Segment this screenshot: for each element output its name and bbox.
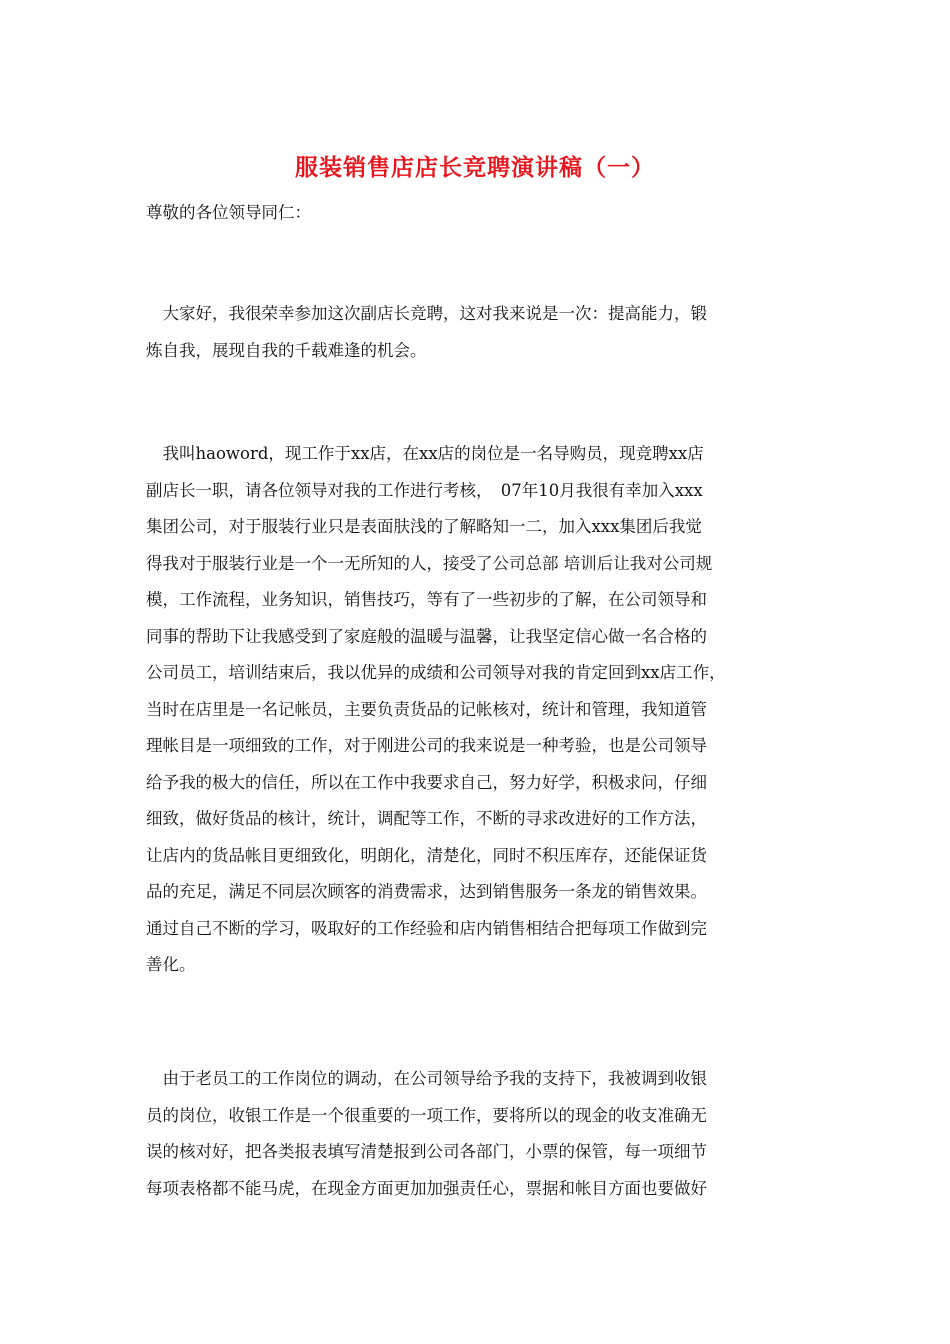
paragraph-line: 我叫haoword，现工作于xx店，在xx店的岗位是一名导购员，现竞聘xx店 bbox=[146, 444, 704, 463]
paragraph-line: 理帐目是一项细致的工作，对于刚进公司的我来说是一种考验，也是公司领导 bbox=[146, 736, 707, 755]
document-title: 服装销售店店长竞聘演讲稿（一） bbox=[295, 154, 655, 181]
paragraph-line: 同事的帮助下让我感受到了家庭般的温暖与温馨，让我坚定信心做一名合格的 bbox=[146, 626, 707, 646]
paragraph-line: 公司员工，培训结束后，我以优异的成绩和公司领导对我的肯定回到xx店工作， bbox=[146, 663, 726, 682]
paragraph-line: 集团公司，对于服装行业只是表面肤浅的了解略知一二，加入xxx集团后我觉 bbox=[146, 517, 702, 536]
paragraph-introduction bbox=[146, 436, 816, 984]
paragraph-line: 模，工作流程，业务知识，销售技巧，等有了一些初步的了解，在公司领导和 bbox=[146, 590, 707, 609]
paragraph-line: 副店长一职，请各位领导对我的工作进行考核， 07年10月我很有幸加入xxx bbox=[146, 480, 703, 500]
paragraph-line: 大家好，我很荣幸参加这次副店长竞聘，这对我来说是一次：提高能力，锻 bbox=[146, 304, 707, 323]
paragraph-line: 员的岗位，收银工作是一个很重要的一项工作，要将所以的现金的收支准确无 bbox=[146, 1105, 707, 1125]
paragraph-line: 得我对于服装行业是一个一无所知的人，接受了公司总部 培训后让我对公司规 bbox=[146, 553, 713, 573]
paragraph-line: 当时在店里是一名记帐员，主要负责货品的记帐核对，统计和管理，我知道管 bbox=[146, 699, 707, 719]
paragraph-line: 每项表格都不能马虎，在现金方面更加加强责任心，票据和帐目方面也要做好 bbox=[146, 1178, 707, 1198]
paragraph-cashier bbox=[146, 1061, 816, 1207]
paragraph-line: 误的核对好，把各类报表填写清楚报到公司各部门，小票的保管，每一项细节 bbox=[146, 1142, 707, 1161]
paragraph-greeting bbox=[146, 296, 816, 369]
paragraph-line: 给予我的极大的信任，所以在工作中我要求自己，努力好学，积极求问，仔细 bbox=[146, 772, 707, 792]
paragraph-line: 通过自己不断的学习，吸取好的工作经验和店内销售相结合把每项工作做到完 bbox=[146, 918, 707, 938]
paragraph-line: 品的充足，满足不同层次顾客的消费需求，达到销售服务一条龙的销售效果。 bbox=[146, 882, 707, 901]
paragraph-line: 细致，做好货品的核计，统计，调配等工作，不断的寻求改进好的工作方法， bbox=[146, 809, 707, 828]
paragraph-line: 善化。 bbox=[146, 955, 196, 974]
paragraph-line: 炼自我，展现自我的千载难逢的机会。 bbox=[146, 340, 427, 360]
salutation: 尊敬的各位领导同仁： bbox=[146, 203, 311, 222]
paragraph-line: 由于老员工的工作岗位的调动，在公司领导给予我的支持下，我被调到收银 bbox=[146, 1069, 707, 1088]
paragraph-line: 让店内的货品帐目更细致化，明朗化，清楚化，同时不积压库存，还能保证货 bbox=[146, 845, 707, 865]
